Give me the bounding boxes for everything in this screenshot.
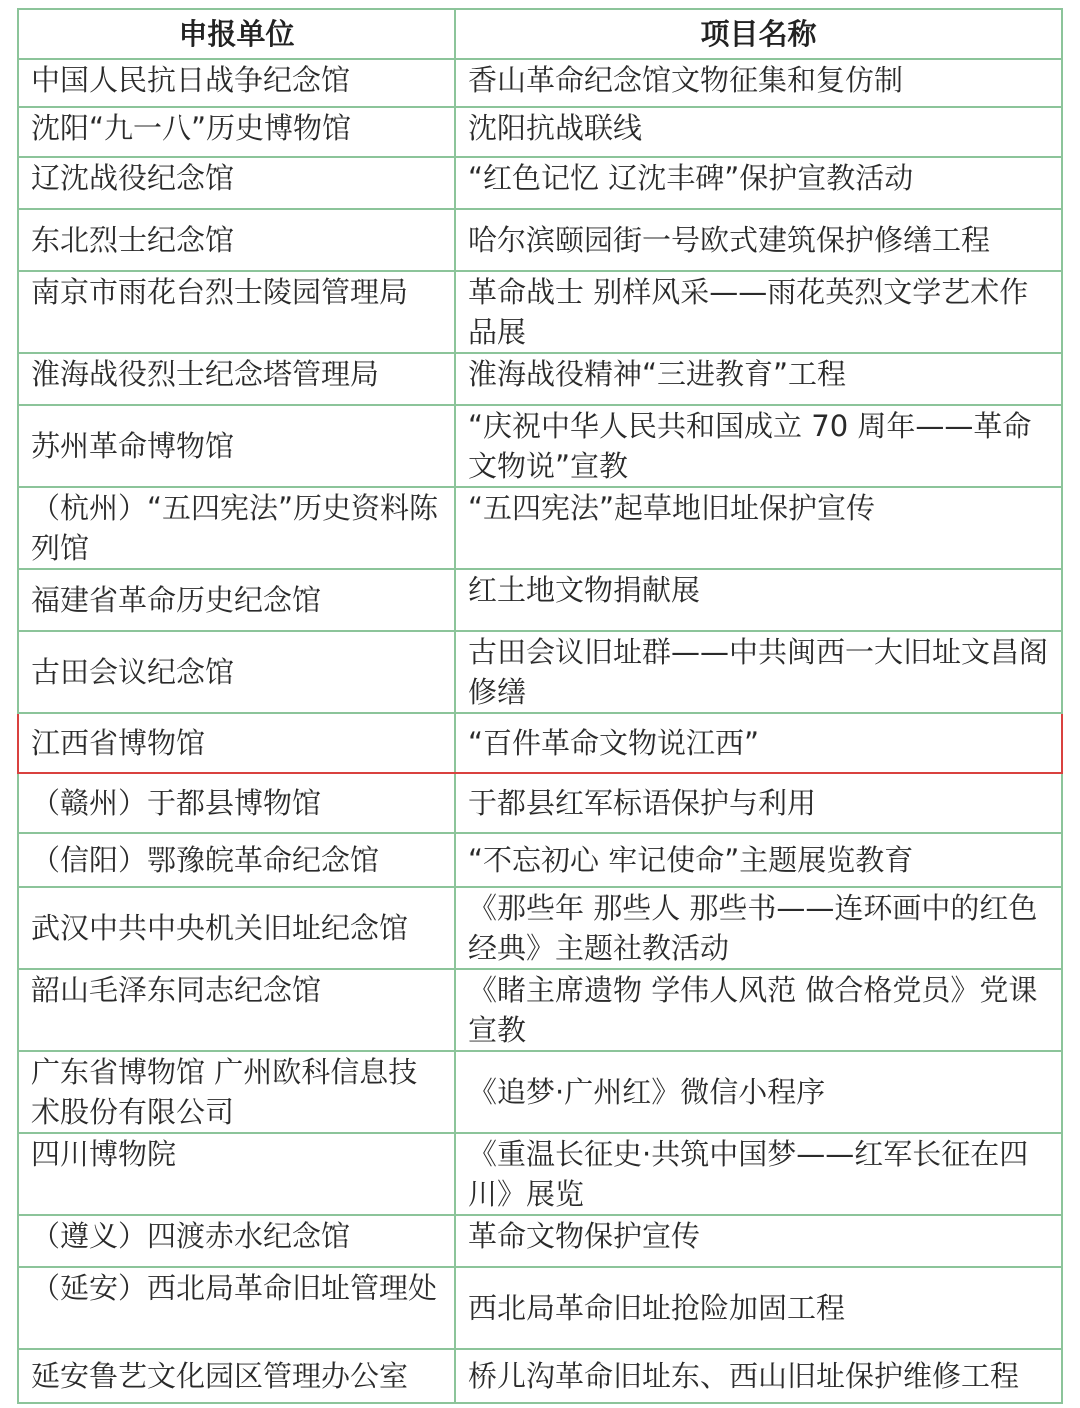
unit-cell: 中国人民抗日战争纪念馆 — [18, 59, 455, 107]
table-row — [18, 1349, 1062, 1403]
header-unit: 申报单位 — [18, 9, 455, 59]
table-row — [18, 271, 1062, 353]
unit-cell: 四川博物院 — [18, 1133, 455, 1215]
table-row — [18, 969, 1062, 1051]
table-row — [18, 833, 1062, 887]
unit-cell: （信阳）鄂豫皖革命纪念馆 — [18, 833, 455, 887]
unit-cell: 古田会议纪念馆 — [18, 631, 455, 713]
table-row — [18, 1051, 1062, 1133]
project-cell: 《那些年 那些人 那些书——连环画中的红色经典》主题社教活动 — [455, 887, 1062, 969]
unit-cell: 淮海战役烈士纪念塔管理局 — [18, 353, 455, 405]
table-row — [18, 209, 1062, 271]
table-row — [18, 887, 1062, 969]
project-cell: “庆祝中华人民共和国成立 70 周年——革命文物说”宣教 — [455, 405, 1062, 487]
project-table — [17, 8, 1063, 1404]
project-cell: 淮海战役精神“三进教育”工程 — [455, 353, 1062, 405]
project-cell: 《追梦·广州红》微信小程序 — [455, 1051, 1062, 1133]
project-cell: “不忘初心 牢记使命”主题展览教育 — [455, 833, 1062, 887]
project-cell: 《睹主席遗物 学伟人风范 做合格党员》党课宣教 — [455, 969, 1062, 1051]
table-row — [18, 1267, 1062, 1349]
unit-cell: （延安）西北局革命旧址管理处 — [18, 1267, 455, 1349]
unit-cell: （杭州）“五四宪法”历史资料陈列馆 — [18, 487, 455, 569]
project-cell: 于都县红军标语保护与利用 — [455, 773, 1062, 833]
table-row — [18, 59, 1062, 107]
table-row — [18, 1215, 1062, 1267]
project-cell: 桥儿沟革命旧址东、西山旧址保护维修工程 — [455, 1349, 1062, 1403]
unit-cell: 辽沈战役纪念馆 — [18, 157, 455, 209]
table-row — [18, 353, 1062, 405]
project-cell: 西北局革命旧址抢险加固工程 — [455, 1267, 1062, 1349]
unit-cell: （赣州）于都县博物馆 — [18, 773, 455, 833]
project-cell: 沈阳抗战联线 — [455, 107, 1062, 157]
project-cell: “五四宪法”起草地旧址保护宣传 — [455, 487, 1062, 569]
header-project: 项目名称 — [455, 9, 1062, 59]
unit-cell: （遵义）四渡赤水纪念馆 — [18, 1215, 455, 1267]
table-row — [18, 569, 1062, 631]
unit-cell: 福建省革命历史纪念馆 — [18, 569, 455, 631]
table-row — [18, 1133, 1062, 1215]
unit-cell: 沈阳“九一八”历史博物馆 — [18, 107, 455, 157]
project-cell: 红土地文物捐献展 — [455, 569, 1062, 631]
table-row-highlighted — [18, 713, 1062, 773]
table-row — [18, 405, 1062, 487]
table-row — [18, 107, 1062, 157]
unit-cell: 韶山毛泽东同志纪念馆 — [18, 969, 455, 1051]
project-cell: 哈尔滨颐园街一号欧式建筑保护修缮工程 — [455, 209, 1062, 271]
unit-cell: 东北烈士纪念馆 — [18, 209, 455, 271]
project-cell: 革命文物保护宣传 — [455, 1215, 1062, 1267]
unit-cell: 广东省博物馆 广州欧科信息技术股份有限公司 — [18, 1051, 455, 1133]
table-row — [18, 773, 1062, 833]
table-row — [18, 631, 1062, 713]
unit-cell: 江西省博物馆 — [18, 713, 455, 773]
table-header-row — [18, 9, 1062, 59]
project-cell: “百件革命文物说江西” — [455, 713, 1062, 773]
unit-cell: 武汉中共中央机关旧址纪念馆 — [18, 887, 455, 969]
unit-cell: 延安鲁艺文化园区管理办公室 — [18, 1349, 455, 1403]
unit-cell: 苏州革命博物馆 — [18, 405, 455, 487]
table-row — [18, 157, 1062, 209]
project-cell: 香山革命纪念馆文物征集和复仿制 — [455, 59, 1062, 107]
unit-cell: 南京市雨花台烈士陵园管理局 — [18, 271, 455, 353]
project-cell: “红色记忆 辽沈丰碑”保护宣教活动 — [455, 157, 1062, 209]
project-cell: 古田会议旧址群——中共闽西一大旧址文昌阁修缮 — [455, 631, 1062, 713]
table-row — [18, 487, 1062, 569]
project-cell: 《重温长征史·共筑中国梦——红军长征在四川》展览 — [455, 1133, 1062, 1215]
project-cell: 革命战士 别样风采——雨花英烈文学艺术作品展 — [455, 271, 1062, 353]
